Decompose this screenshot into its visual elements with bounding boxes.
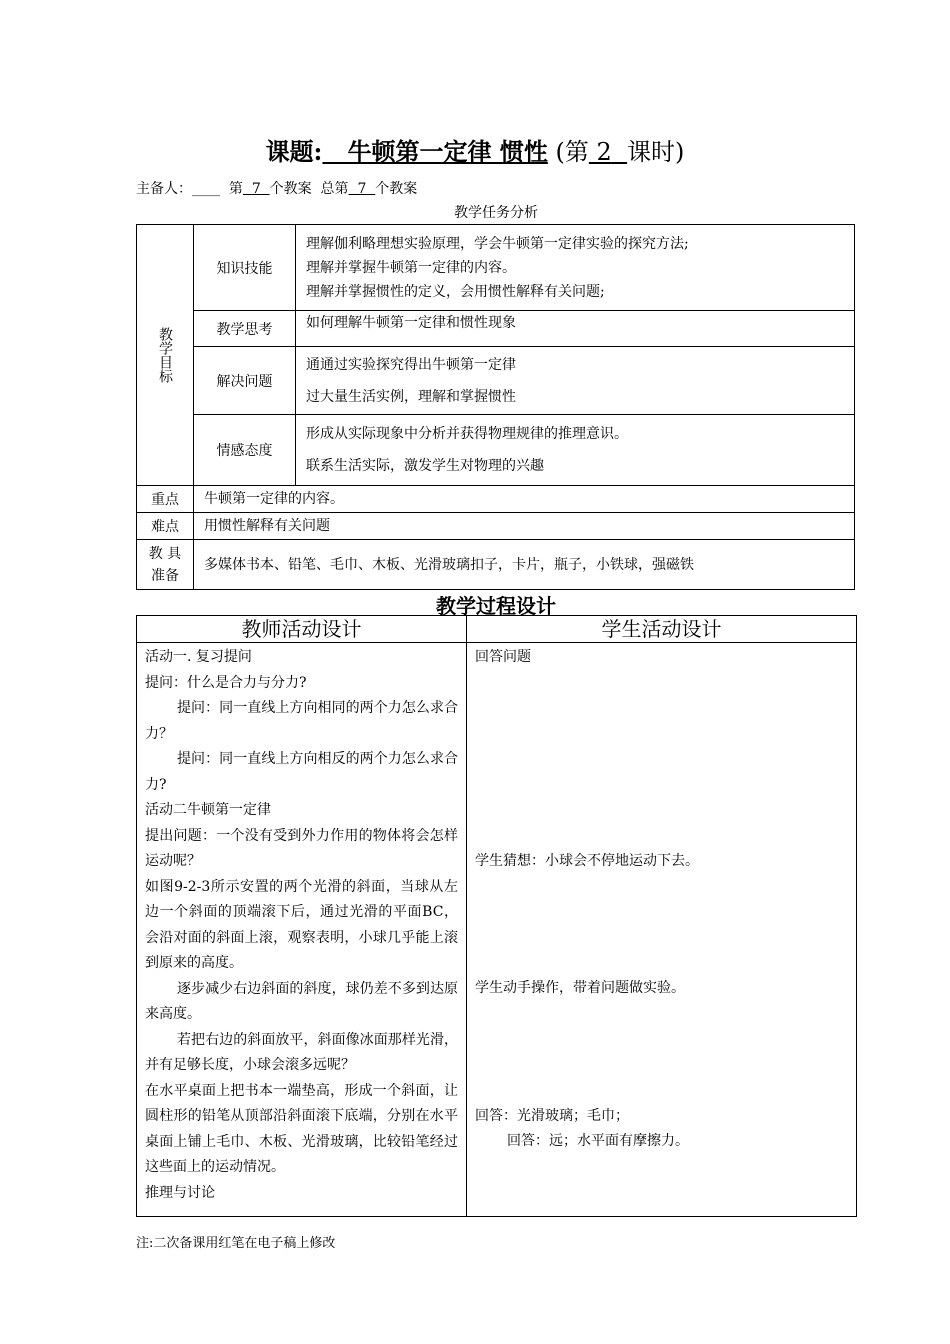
footnote: 注:二次备课用红笔在电子稿上修改 [136,1236,336,1251]
lesson-label: 第 [228,181,243,197]
teacher-activity-line: 逐步减少右边斜面的斜度，球仍差不多到达原来高度。 [145,980,458,1022]
objective-line: 理解并掌握牛顿第一定律的内容。 [306,259,516,276]
student-activity-line: 回答问题 [475,649,531,665]
teacher-activity-line: 活动二牛顿第一定律 [145,802,271,818]
teacher-activities [137,643,467,1217]
key-point-text: 牛顿第一定律的内容。 [194,486,855,513]
student-header: 学生活动设计 [467,616,857,643]
objective-line: 过大量生活实例，理解和掌握惯性 [306,388,516,405]
difficulty-text: 用惯性解释有关问题 [194,513,855,540]
total-label: 总第 [320,181,349,197]
student-activity-line: 学生猜想：小球会不停地运动下去。 [475,853,699,869]
objective-name: 解决问题 [194,347,296,415]
preparer-label: 主备人： [136,181,192,197]
objective-content [296,311,855,347]
objective-line: 如何理解牛顿第一定律和惯性现象 [306,315,516,331]
student-activities [467,643,857,1217]
task-analysis-title: 教学任务分析 [454,205,538,221]
tools-label [137,540,194,590]
objective-line: 通通过实验探究得出牛顿第一定律 [306,356,516,373]
title-topic [322,137,547,166]
session-num-text: 2 [596,138,612,166]
objective-name: 知识技能 [194,225,296,311]
teacher-activity-line: 在水平桌面上把书本一端垫高，形成一个斜面，让圆柱形的铅笔从顶部沿斜面滚下底端，分别在水平桌面上铺上毛巾、木板、光滑玻璃，比较铅笔经过这些面上的运动情况。 [145,1082,458,1175]
preparer-line [136,178,417,198]
key-point-label: 重点 [137,486,194,513]
objective-line: 理解并掌握惯性的定义，会用惯性解释有关问题; [306,283,605,300]
objective-name: 教学思考 [194,311,296,347]
session-close: 课时) [627,138,685,166]
objective-content [296,415,855,486]
objective-content [296,225,855,311]
objectives-label-cell [137,225,194,486]
total-number [349,181,376,197]
tools-label-line: 教 具 [148,545,182,562]
difficulty-label: 难点 [137,513,194,540]
task-analysis-table [136,224,855,590]
teacher-activity-line: 提问：同一直线上方向相反的两个力怎么求合力? [145,751,458,793]
objective-content [296,347,855,415]
process-title: 教学过程设计 [436,594,556,618]
tools-text: 多媒体书本、铅笔、毛巾、木板、光滑玻璃扣子，卡片，瓶子，小铁球，强磁铁 [194,540,855,590]
session-number [589,138,627,166]
tools-label-line: 准备 [151,567,179,584]
process-table [136,615,857,1217]
teacher-activity-line: 如图9-2-3所示安置的两个光滑的斜面，当球从左边一个斜面的顶端滚下后，通过光滑的平面BC，会沿对面的斜面上滚，观察表明，小球几乎能上滚到原来的高度。 [145,878,458,971]
total-unit: 个教案 [375,181,418,197]
student-activity-line: 回答：光滑玻璃；毛巾； [475,1108,629,1124]
teacher-activity-line: 活动一. 复习提问 [145,649,252,665]
student-activity-line: 学生动手操作，带着问题做实验。 [475,980,685,996]
topic-text: 牛顿第一定律 惯性 [347,137,548,166]
teacher-activity-line: 提问：什么是合力与分力? [145,674,307,691]
teacher-header: 教师活动设计 [137,616,467,643]
lesson-title [0,132,950,167]
teacher-activity-line: 提问：同一直线上方向相同的两个力怎么求合力？ [145,700,458,742]
session-open: (第 [555,138,589,166]
total-num-text: 7 [357,181,367,197]
student-activity-line: 回答：远；水平面有摩擦力。 [507,1133,689,1149]
lesson-number [243,181,270,197]
teacher-activity-line: 推理与讨论 [145,1184,215,1201]
title-prefix: 课题: [265,137,323,166]
teacher-activity-line: 若把右边的斜面放平，斜面像冰面那样光滑，并有足够长度，小球会滚多远呢？ [145,1031,458,1073]
lesson-unit: 个教案 [269,181,312,197]
objective-line: 理解伽利略理想实验原理，学会牛顿第一定律实验的探究方法; [306,235,689,252]
objective-line: 联系生活实际，激发学生对物理的兴趣 [306,458,544,474]
objective-name: 情感态度 [194,415,296,486]
lesson-num-text: 7 [251,181,261,197]
objective-line: 形成从实际现象中分析并获得物理规律的推理意识。 [306,426,628,442]
teacher-activity-line: 提出问题：一个没有受到外力作用的物体将会怎样运动呢？ [145,827,458,869]
preparer-blank: ____ [192,181,220,197]
objectives-label: 教学目标 [157,327,173,383]
